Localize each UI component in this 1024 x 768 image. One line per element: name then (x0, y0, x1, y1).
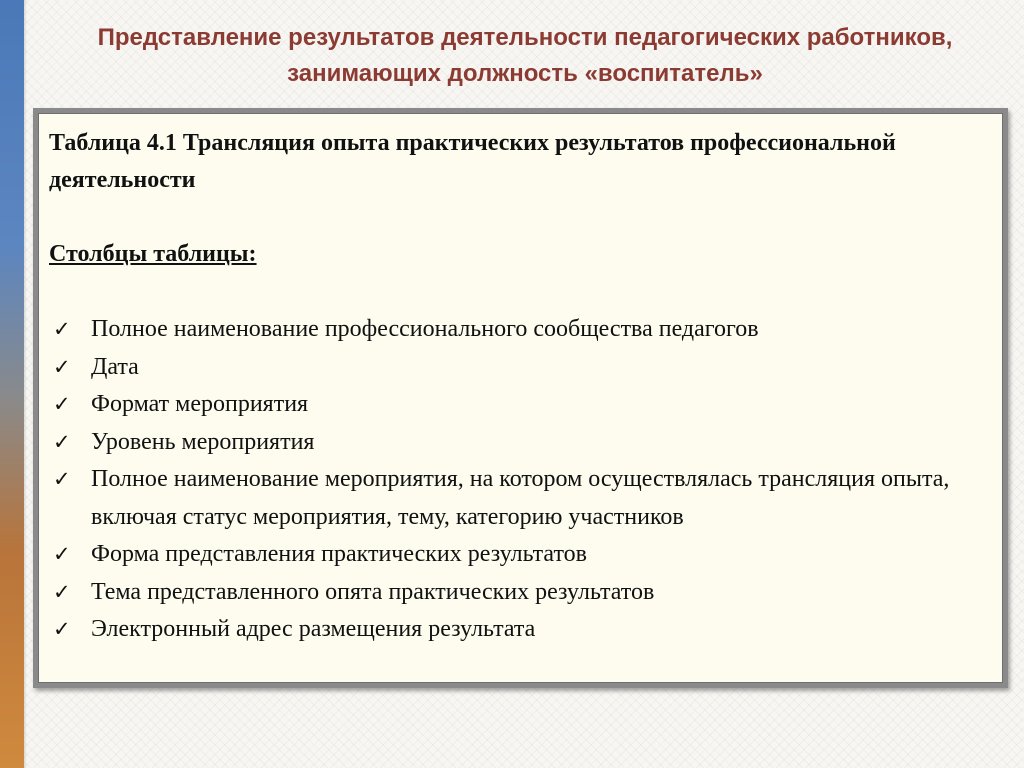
list-item-text: Форма представления практических результатов (91, 541, 587, 567)
list-item (49, 536, 992, 574)
list-item-text: Электронный адрес размещения результата (91, 616, 536, 642)
side-decoration-stripe (0, 0, 24, 768)
checkmark-icon: ✓ (53, 317, 71, 341)
list-item (49, 311, 992, 349)
checkmark-icon: ✓ (53, 429, 71, 454)
table-heading: Таблица 4.1 Трансляция опыта практических результатов профессиональной деятельности (49, 130, 896, 193)
checkmark-icon: ✓ (53, 542, 71, 566)
list-item-text: Тема представленного опята практических результатов (91, 578, 655, 605)
list-item (49, 424, 992, 462)
checkmark-icon: ✓ (53, 392, 71, 416)
columns-label: Столбцы таблицы: (49, 241, 257, 267)
checkmark-icon: ✓ (53, 467, 71, 491)
columns-list (49, 311, 992, 649)
list-item-text: Полное наименование профессионального сообщества педагогов (91, 316, 759, 342)
checkmark-icon: ✓ (53, 617, 71, 641)
content-box (33, 108, 1008, 688)
list-item (49, 349, 992, 387)
list-item (49, 574, 992, 612)
list-item-text: Дата (91, 353, 139, 380)
checkmark-icon: ✓ (53, 354, 71, 379)
slide-title: Представление результатов деятельности педагогических работников, занимающих должность «воспитатель» (97, 24, 953, 87)
list-item (49, 611, 992, 649)
list-item (49, 386, 992, 424)
list-item-text: Уровень мероприятия (91, 428, 315, 455)
list-item-text: Формат мероприятия (91, 391, 309, 417)
list-item (49, 461, 992, 536)
checkmark-icon: ✓ (53, 579, 71, 604)
content-box-inner (38, 113, 1003, 683)
list-item-text: Полное наименование мероприятия, на котором осуществлялась трансляция опыта, включая статус мероприятия, тему, категорию участников (91, 466, 950, 530)
